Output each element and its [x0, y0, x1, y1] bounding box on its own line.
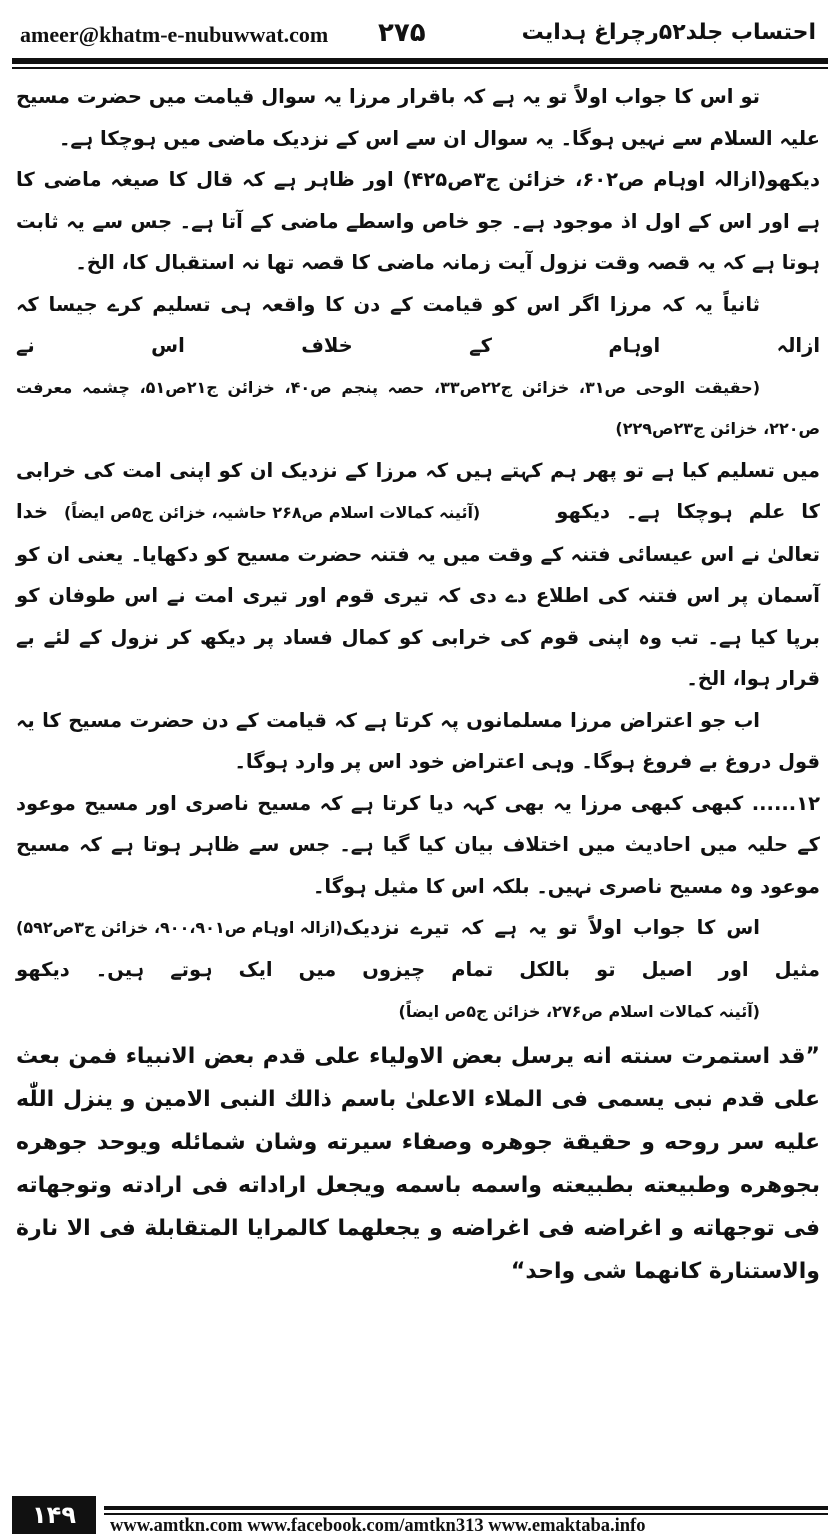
paragraph-3-reference-2: (آئینہ کمالات اسلام ص۲۶۸ حاشیہ، خزائن ج۵ص ایضاً): [64, 503, 481, 522]
header-page-number: ۲۷۵: [378, 18, 426, 48]
paragraph-5-text: کبھی کبھی مرزا یہ بھی کہہ دیا کرتا ہے کہ مسیح ناصری اور مسیح موعود کے حلیہ میں احادیث میں اختلاف بیان کیا گیا ہے۔ جس سے ظاہر ہوتا ہے کہ مسیح موعود وہ مسیح ناصری نہیں۔ بلکہ اس کا مثیل ہوگا۔: [16, 791, 820, 898]
item-number: ۱۲......: [751, 791, 820, 815]
arabic-quote: ”قد استمرت سنته انه یرسل بعض الاولیاء علی قدم بعض الانبیاء فمن بعث علی قدم نبی یسمی فی الملاء الاعلیٰ باسم ذالك النبی الامین و ینزل اللّٰه علیه سر روحه و حقیقة جوهره وصفاء سیرته وشان شمائله ویوحد جوهره بجوهره وطبیعته بطبیعته واسمه باسمه ویجعل اراداته فی ارادته وتوجهاته فی توجهاته و اغراضه فی اغراضه و یجعلهما کالمرایا المتقابلة فی الا نارة والاستنارة کانهما شی واحد“: [16, 1043, 820, 1284]
paragraph-2: دیکھو(ازالہ اوہام ص۶۰۲، خزائن ج۳ص۴۲۵) اور ظاہر ہے کہ قال کا صیغہ ماضی کا ہے اور اس کے اول اذ موجود ہے۔ جو خاص واسطے ماضی کے آتا ہے۔ جس سے یہ ثابت ہوتا ہے کہ یہ قصہ وقت نزول آیت زمانہ ماضی کا قصہ تھا نہ استقبال کا، الخ۔: [16, 168, 820, 274]
header-email[interactable]: ameer@khatm-e-nubuwwat.com: [20, 22, 329, 47]
header-rule-thick: [12, 58, 828, 64]
paragraph-5: [16, 783, 820, 937]
page-body: [16, 76, 820, 1293]
paragraph-3-end: خدا تعالیٰ نے اس عیسائی فتنہ کے وقت میں یہ فتنہ حضرت مسیح کو دکھایا۔ یعنی ان کو آسمان پر اس فتنہ کی اطلاع دے دی کہ تیری قوم اور تیری امت نے اس طوفان کو برپا کیا ہے۔ تب وہ اپنی قوم کی خرابی کو کمال فساد پر دیکھ کر نزول کے لئے بے قرار ہوا، الخ۔: [16, 500, 820, 690]
paragraph-4: اب جو اعتراض مرزا مسلمانوں پہ کرتا ہے کہ قیامت کے دن حضرت مسیح کا یہ قول دروغ بے فروغ ہوگا۔ وہی اعتراض خود اس پر وارد ہوگا۔: [16, 708, 820, 773]
paragraph-3-reference: (حقیقت الوحی ص۳۱، خزائن ج۲۲ص۳۳، حصہ پنجم ص۴۰، خزائن ج۲۱ص۵۱، چشمہ معرفت ص۲۲۰، خزائن ج۲۳ص۲۲۹): [16, 377, 820, 438]
footer-page-number: ۱۴۹: [12, 1496, 96, 1534]
paragraph-6-reference: (آئینہ کمالات اسلام ص۲۷۶، خزائن ج۵ص ایضاً): [398, 1002, 760, 1021]
page-footer: [12, 1500, 828, 1534]
paragraph-3-start: ثانیاً یہ کہ مرزا اگر اس کو قیامت کے دن کا واقعہ ہی تسلیم کرے جیسا کہ ازالہ اوہام کے خلاف اس نے: [16, 292, 820, 357]
paragraph-3: [16, 284, 820, 700]
header-title: احتساب جلد۵۲رچراغ ہدایت: [521, 20, 816, 45]
paragraph-1: تو اس کا جواب اولاً تو یہ ہے کہ باقرار مرزا یہ سوال قیامت میں حضرت مسیح علیہ السلام سے نہیں ہوگا۔ یہ سوال ان سے اس کے نزدیک ماضی میں ہوچکا ہے۔: [16, 85, 820, 150]
footer-rule-thin: [104, 1513, 828, 1515]
paragraph-3-mid: میں تسلیم کیا ہے تو پھر ہم کہتے ہیں کہ مرزا کے نزدیک ان کو اپنی امت کی خرابی کا علم ہوچکا ہے۔ دیکھو: [16, 458, 820, 523]
paragraph-5-reference: (ازالہ اوہام ص۹۰۰،۹۰۱، خزائن ج۳ص۵۹۲): [16, 918, 343, 937]
paragraph-6-start: اس کا جواب اولاً تو یہ ہے کہ تیرے نزدیک مثیل اور اصیل تو بالکل تمام چیزوں میں ایک ہوتے ہیں۔ دیکھو: [16, 916, 820, 981]
header-rule-thin: [12, 67, 828, 69]
footer-rule-thick: [104, 1506, 828, 1510]
footer-urls[interactable]: www.amtkn.com www.facebook.com/amtkn313 www.emaktaba.info: [110, 1516, 646, 1536]
page-header: [12, 18, 828, 54]
